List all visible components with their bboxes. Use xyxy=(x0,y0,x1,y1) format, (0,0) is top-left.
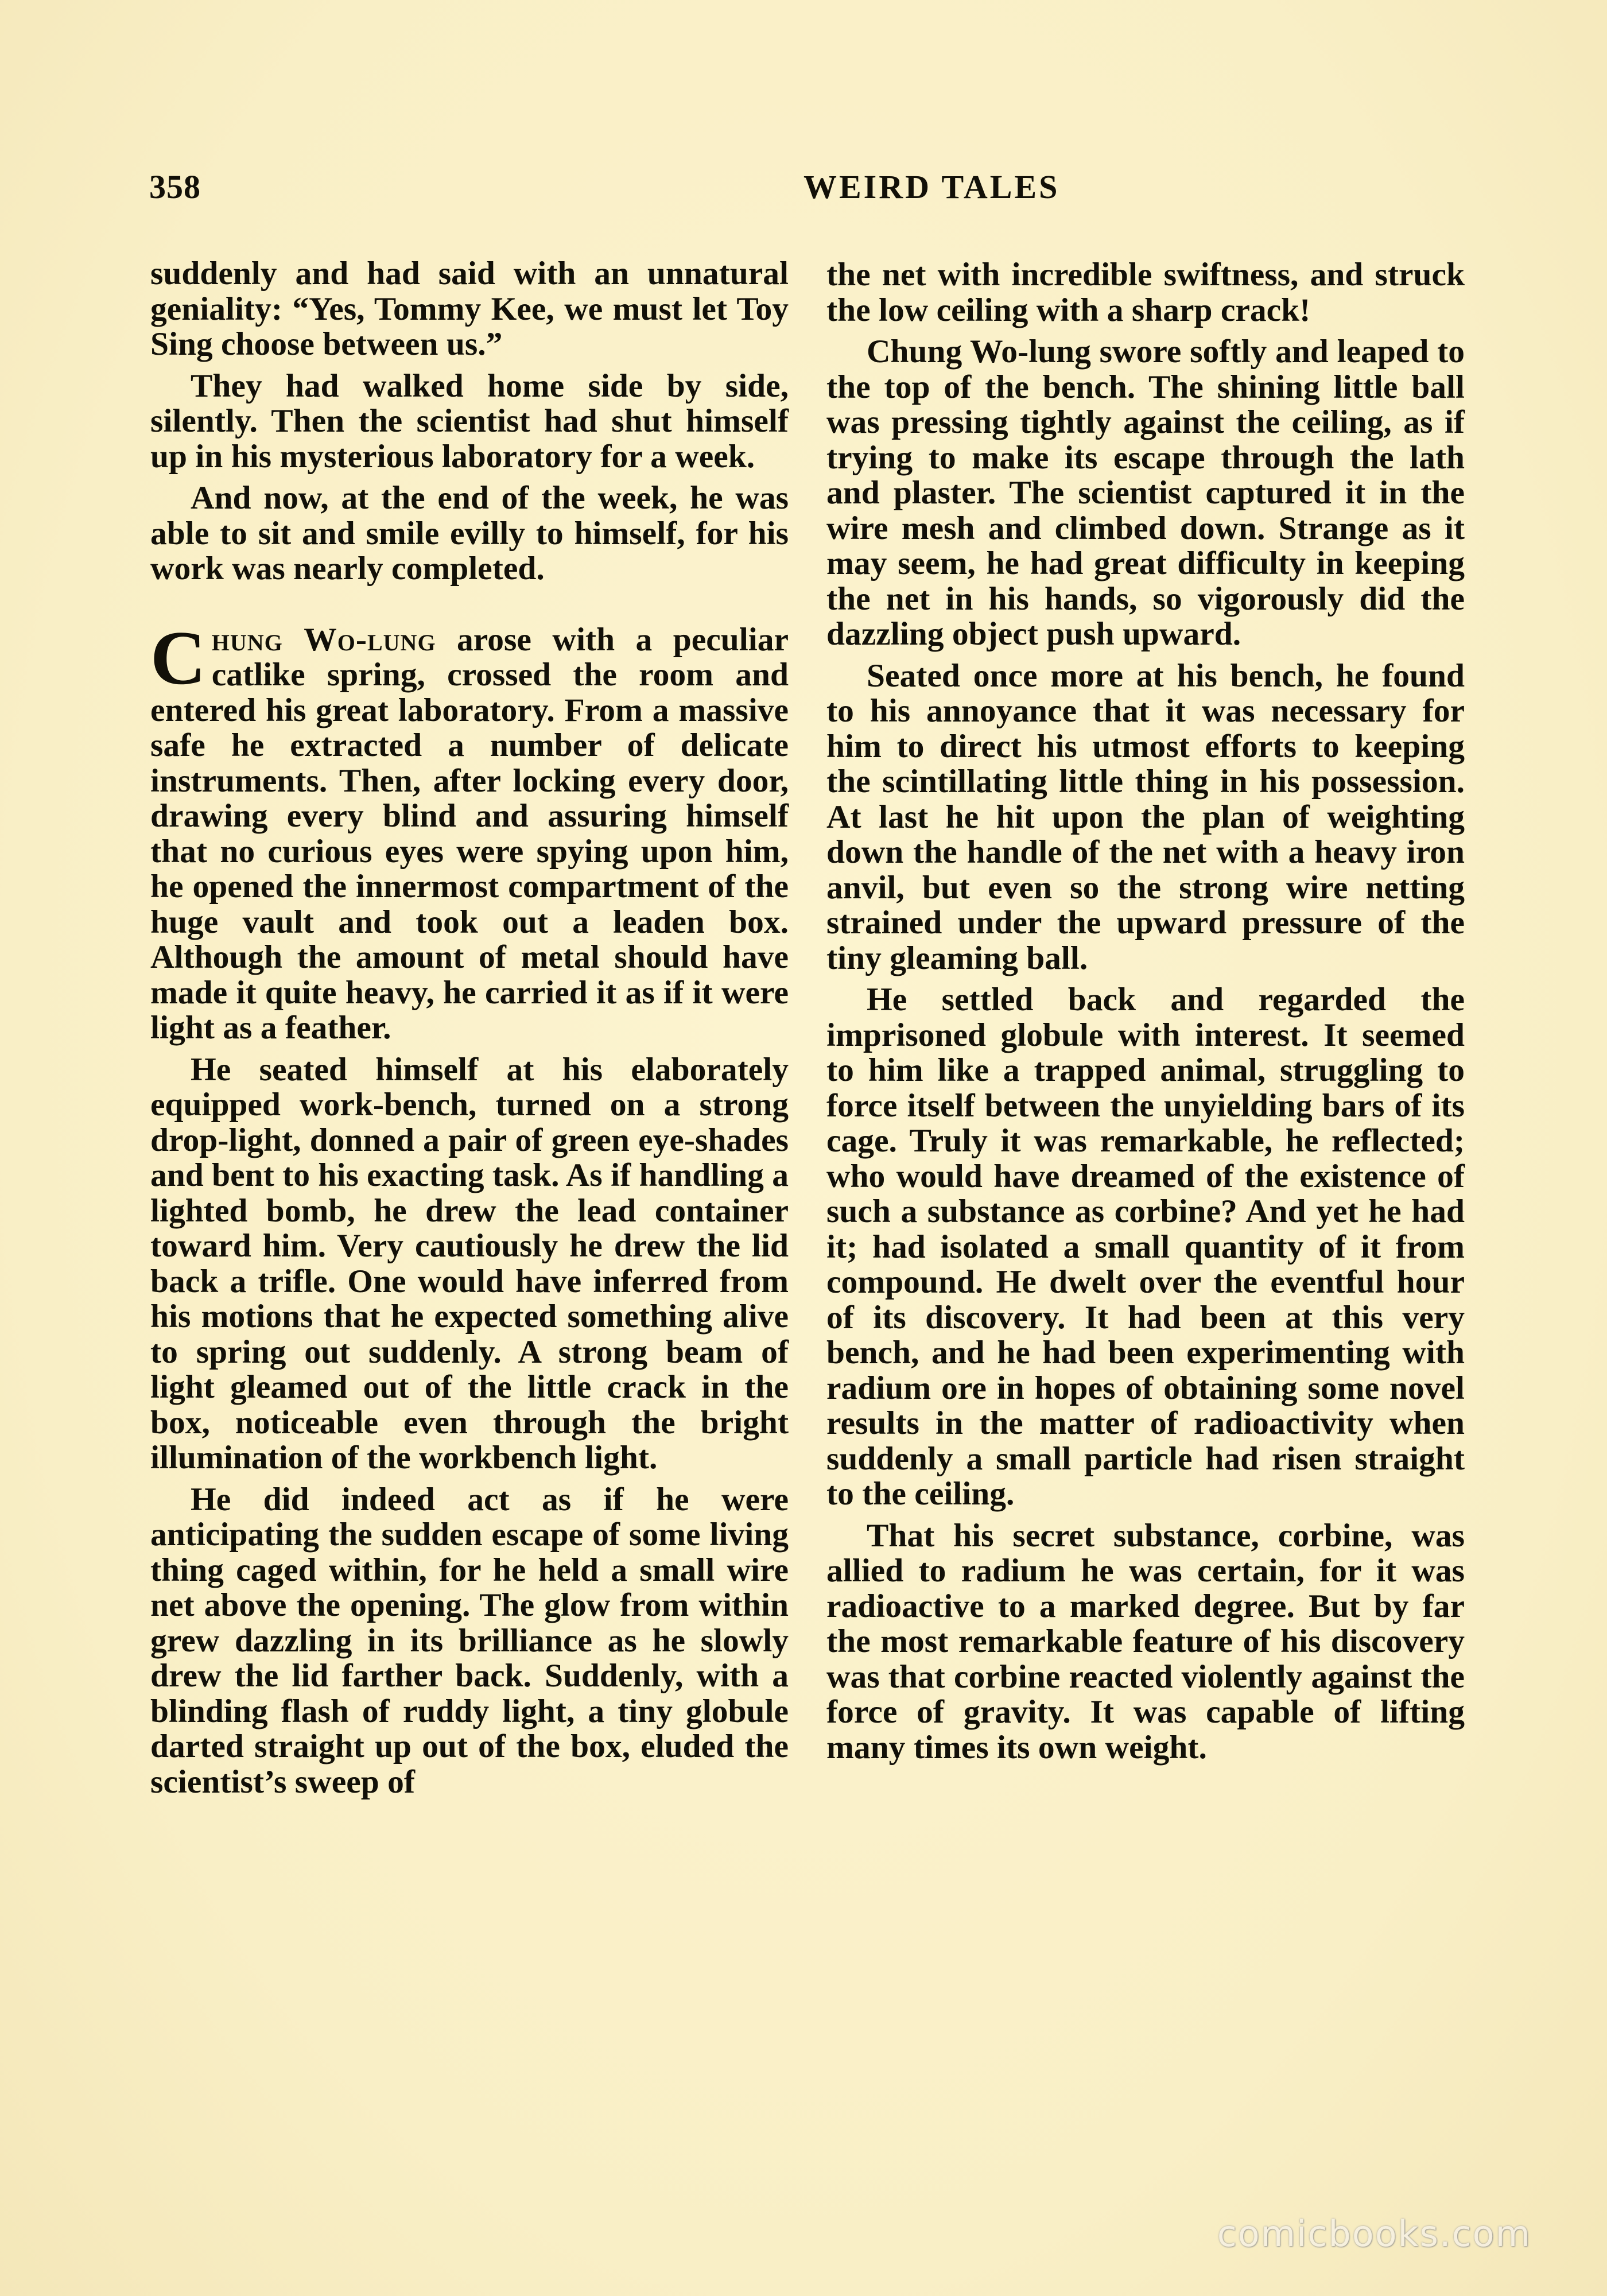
page-header xyxy=(149,168,1458,214)
paragraph: That his secret substance, corbine, was allied to radium he was certain, for it was radioactive to a marked degree. But by far the most remarkable feature of his discovery was that corbine reacted violently against the force of gravity. It was capable of lifting many times its own weight. xyxy=(826,1517,1465,1766)
paragraph: the net with incredible swiftness, and struck the low ceiling with a sharp crack! xyxy=(826,257,1465,328)
paragraph-text: arose with a peculiar catlike spring, crossed the room and entered his great laboratory. From a massive safe he extracted a number of delicate instruments. Then, after locking every door, drawing every blind and assuring himself that no curious eyes were spying upon him, he opened the innermost compartment of the huge vault and took out a leaden box. Although the amount of metal should have made it quite heavy, he carried it as if it were light as a feather. xyxy=(150,621,789,1046)
paragraph: They had walked home side by side, silently. Then the scientist had shut himself up in his mysterious laboratory for a week. xyxy=(150,367,789,475)
left-column xyxy=(150,256,789,1806)
paragraph: He settled back and regarded the imprisoned globule with interest. It seemed to him like a trapped animal, struggling to force itself between the unyielding bars of its cage. Truly it was remarkable, he reflected; who would have dreamed of the existence of such a substance as corbine? And yet he had it; had isolated a small quantity of it from compound. He dwelt over the eventful hour of its discovery. It had been at this very bench, and he had been experimenting with radium ore in hopes of obtaining some novel results in the matter of radioactivity when suddenly a small particle had risen straight to the ceiling. xyxy=(826,982,1465,1512)
paragraph: He did indeed act as if he were anticipating the sudden escape of some living thing caged within, for he held a small wire net above the opening. The glow from within grew dazzling in its brilliance as he slowly drew the lid farther back. Suddenly, with a blinding flash of ruddy light, a tiny globule darted straight up out of the box, eluded the scientist’s sweep of xyxy=(150,1481,789,1800)
section-start-paragraph xyxy=(150,615,789,1046)
paragraph: He seated himself at his elaborately equipped work-bench, turned on a strong drop-light, donned a pair of green eye-shades and bent to his exacting task. As if handling a lighted bomb, he drew the lead container toward him. Very cautiously he drew the lid back a trifle. One would have inferred from his motions that he expected something alive to spring out suddenly. A strong beam of light gleamed out of the little crack in the box, noticeable even through the bright illumination of the workbench light. xyxy=(150,1051,789,1476)
running-head: WEIRD TALES xyxy=(804,168,1060,205)
paragraph: Seated once more at his bench, he found to his annoyance that it was necessary for him to direct his utmost efforts to keeping the scintillating little thing in his possession. At last he hit upon the plan of weighting down the handle of the net with a heavy iron anvil, but even so the strong wire netting strained under the upward pressure of the tiny gleaming ball. xyxy=(826,657,1465,976)
small-caps-lead: hung Wo-lung xyxy=(211,621,436,658)
drop-cap: C xyxy=(150,615,206,700)
right-column xyxy=(826,257,1465,1771)
paragraph: Chung Wo-lung swore softly and leaped to the top of the bench. The shining little ball was pressing tightly against the ceiling, as if trying to make its escape through the lath and plaster. The scientist captured it in the wire mesh and climbed down. Strange as it may seem, he had great difficulty in keeping the net in his hands, so vigorously did the dazzling object push upward. xyxy=(826,333,1465,652)
paragraph: And now, at the end of the week, he was able to sit and smile evilly to himself, for his work was nearly completed. xyxy=(150,480,789,587)
paragraph: suddenly and had said with an unnatural geniality: “Yes, Tommy Kee, we must let Toy Sing choose between us.” xyxy=(150,255,789,362)
watermark: comicbooks.com xyxy=(1217,2213,1531,2255)
page-number: 358 xyxy=(149,168,201,205)
